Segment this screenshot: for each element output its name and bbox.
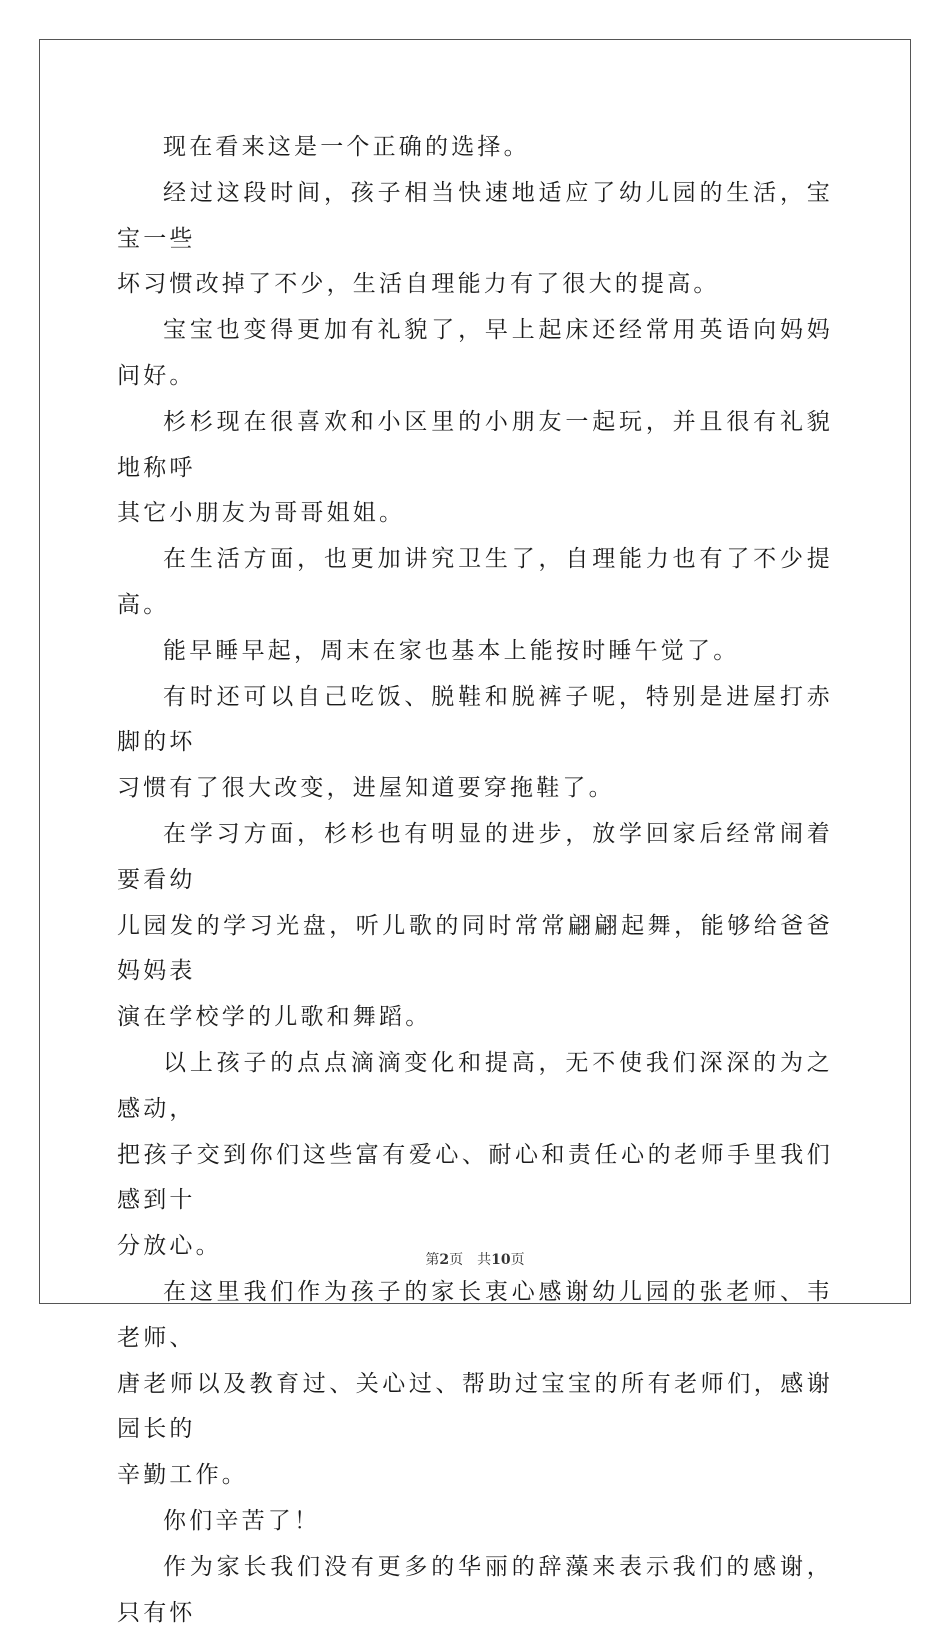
page-suffix: 页 xyxy=(449,1252,464,1268)
page-indicator xyxy=(425,1249,463,1269)
paragraph: 以上孩子的点点滴滴变化和提高，无不使我们深深的为之感动， 把孩子交到你们这些富有爱心、耐心和责任心的老师手里我们感到十 分放心。 xyxy=(117,1049,833,1260)
paragraph: 能早睡早起，周末在家也基本上能按时睡午觉了。 xyxy=(163,637,740,664)
total-suffix: 页 xyxy=(510,1252,525,1268)
paragraph: 在学习方面，杉杉也有明显的进步，放学回家后经常闹着要看幼 儿园发的学习光盘，听儿歌的同时常常翩翩起舞，能够给爸爸妈妈表 演在学校学的儿歌和舞蹈。 xyxy=(117,820,833,1031)
paragraph: 你们辛苦了！ xyxy=(163,1507,321,1534)
paragraph: 在这里我们作为孩子的家长衷心感谢幼儿园的张老师、韦老师、 唐老师以及教育过、关心过、帮助过宝宝的所有老师们，感谢园长的 辛勤工作。 xyxy=(117,1278,833,1489)
paragraph: 宝宝也变得更加有礼貌了，早上起床还经常用英语向妈妈问好。 xyxy=(117,317,833,389)
page-prefix: 第 xyxy=(425,1252,440,1268)
paragraph: 作为家长我们没有更多的华丽的辞藻来表示我们的感谢，只有怀 xyxy=(117,1553,833,1626)
paragraph: 杉杉现在很喜欢和小区里的小朋友一起玩，并且很有礼貌地称呼 其它小朋友为哥哥姐姐。 xyxy=(117,408,833,527)
total-indicator xyxy=(477,1249,524,1269)
paragraph: 在生活方面，也更加讲究卫生了，自理能力也有了不少提高。 xyxy=(117,546,833,618)
paragraph: 经过这段时间，孩子相当快速地适应了幼儿园的生活，宝宝一些 坏习惯改掉了不少，生活自理能力有了很大的提高。 xyxy=(117,179,833,298)
document-body xyxy=(117,125,833,1636)
paragraph: 有时还可以自己吃饭、脱鞋和脱裤子呢，特别是进屋打赤脚的坏 习惯有了很大改变，进屋知道要穿拖鞋了。 xyxy=(117,683,833,802)
paragraph: 现在看来这是一个正确的选择。 xyxy=(163,134,530,160)
total-prefix: 共 xyxy=(477,1252,492,1268)
page-footer xyxy=(0,1249,950,1269)
total-pages: 10 xyxy=(491,1252,511,1268)
page-number: 2 xyxy=(439,1252,450,1268)
